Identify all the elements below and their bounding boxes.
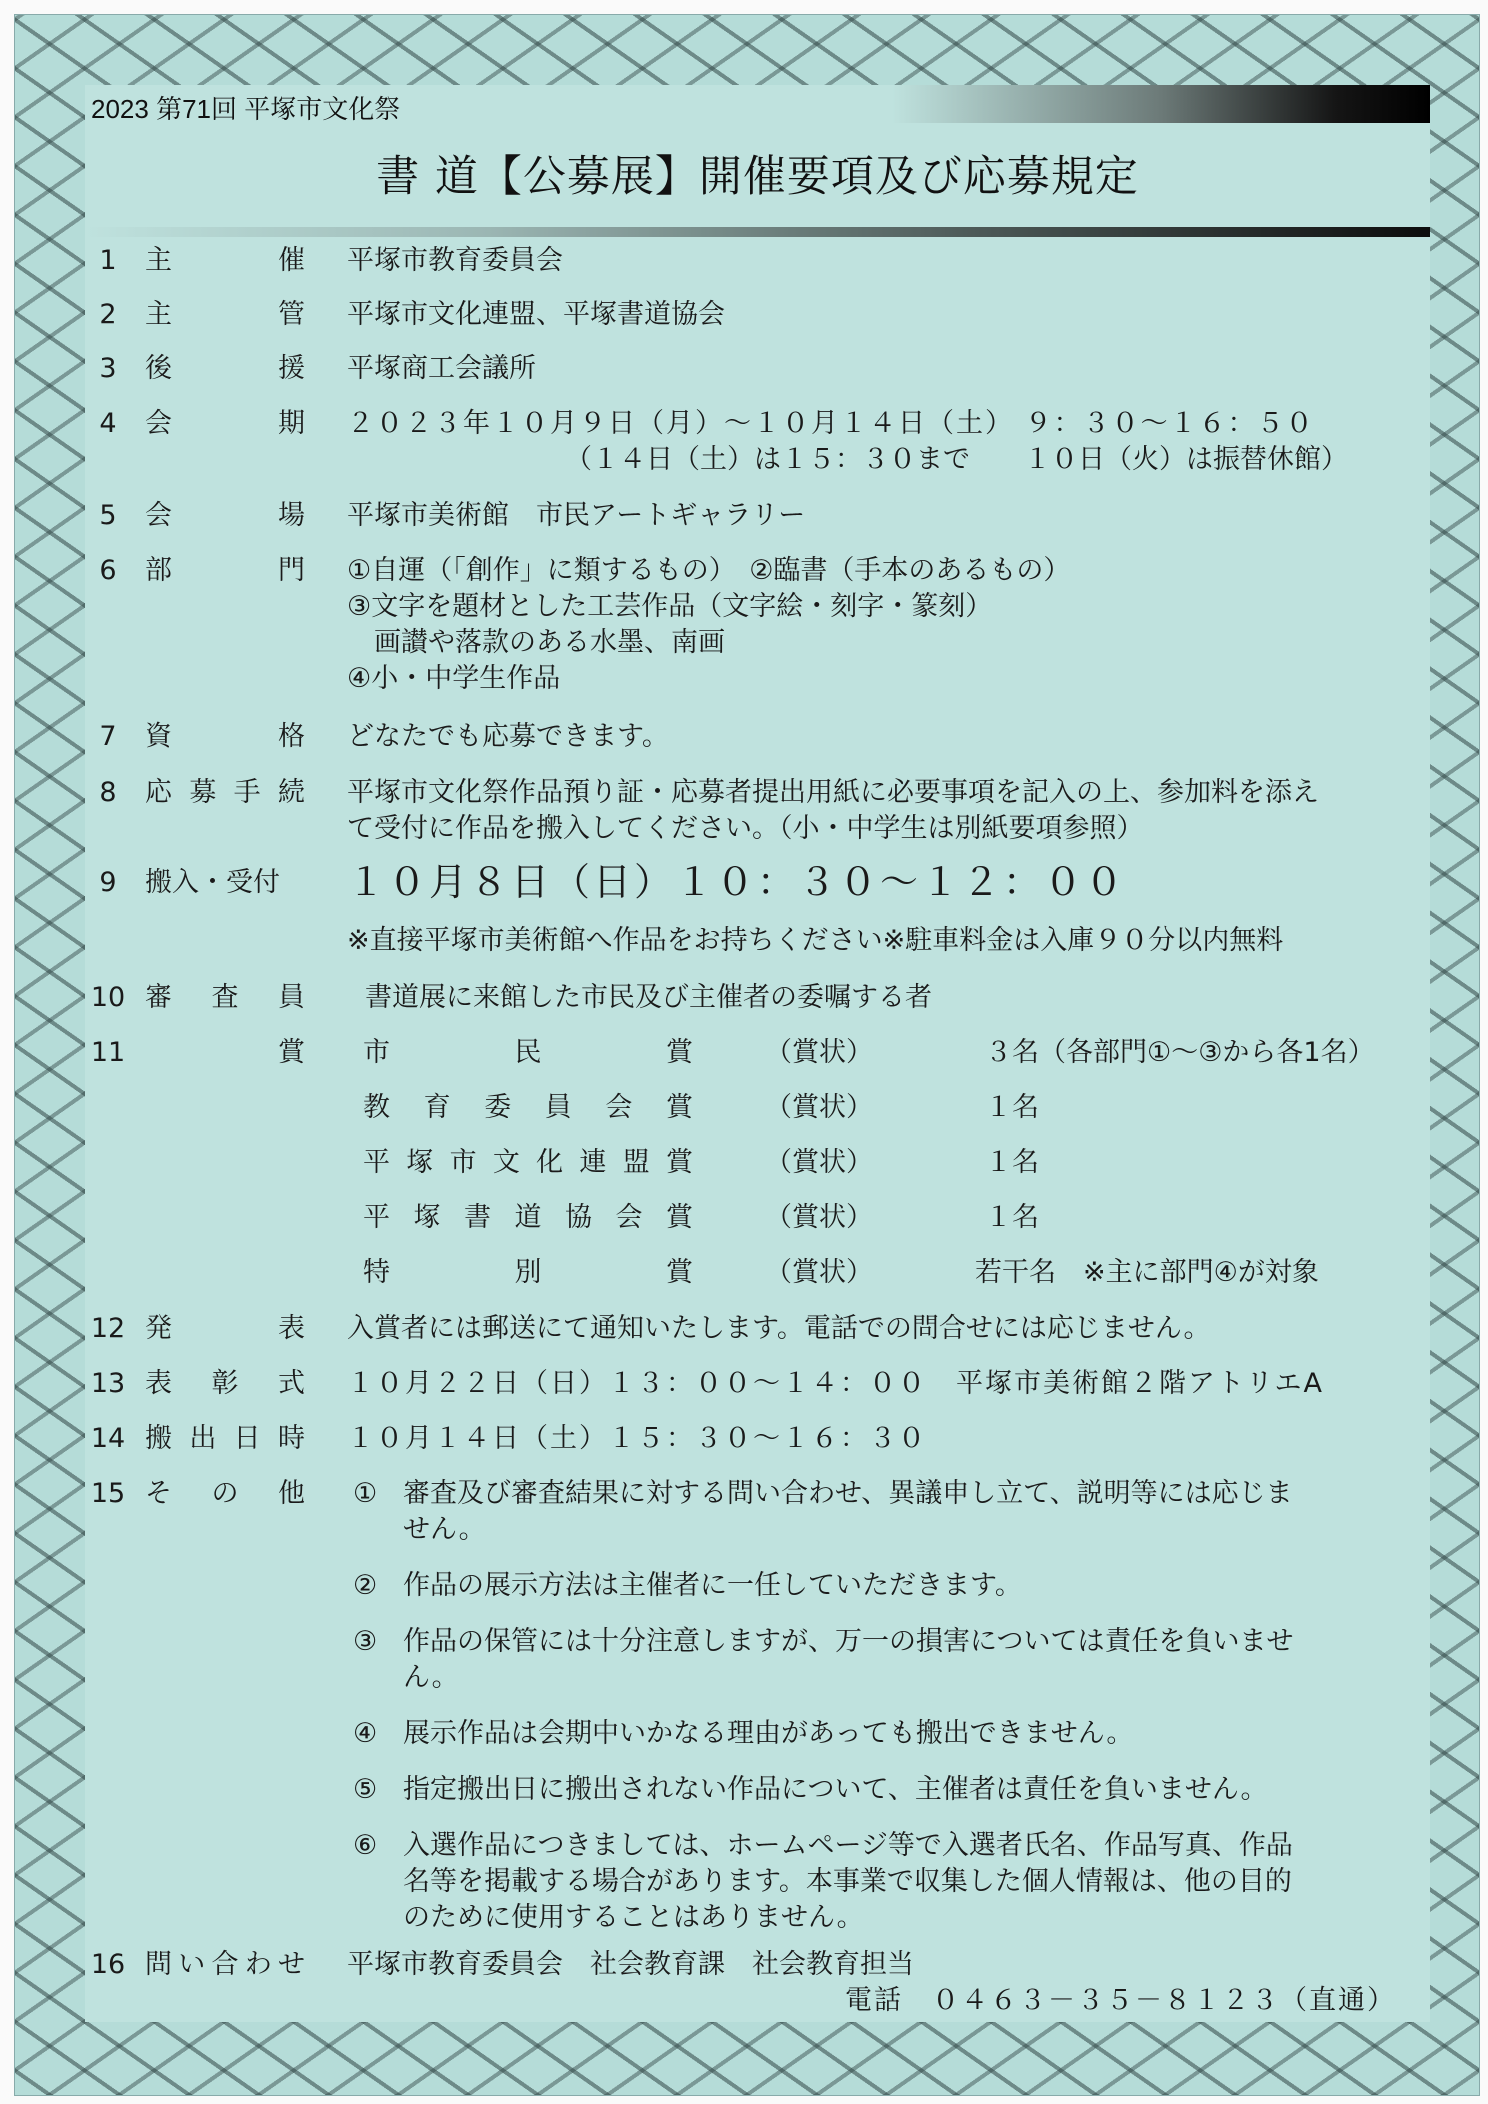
- item-label: 会 期: [145, 408, 305, 439]
- item-label: 主 催: [145, 245, 305, 276]
- item-number: 3: [99, 353, 117, 384]
- item-label: 後 援: [145, 353, 305, 384]
- delivery-note: ※直接平塚市美術館へ作品をお持ちください※駐車料金は入庫９０分以内無料: [347, 925, 1284, 956]
- period-note: （１４日（土）は１５：３０まで １０日（火）は振替休館）: [565, 444, 1348, 475]
- contact-office: 平塚市教育委員会 社会教育課 社会教育担当: [347, 1949, 914, 1980]
- item-label: 問 い 合 わ せ: [145, 1949, 305, 1980]
- title-divider: [85, 227, 1430, 237]
- item-text: １０月２２日（日）１３：００～１４：００ 平塚市美術館２階アトリエA: [347, 1368, 1324, 1399]
- prize-name: 教 育 委 員 会 賞: [363, 1092, 693, 1123]
- prize-name: 平 塚 市 文 化 連 盟 賞: [363, 1147, 693, 1178]
- category-line: ④小・中学生作品: [347, 663, 561, 694]
- prize-count: １名: [985, 1092, 1039, 1123]
- item-label: 搬入・受付: [145, 867, 280, 898]
- item-label: 発 表: [145, 1313, 305, 1344]
- page-title: 書 道【公募展】開催要項及び応募規定: [376, 152, 1139, 202]
- contact-phone: 電話 ０４６３－３５－８１２３（直通）: [845, 1985, 1396, 2016]
- item-number: 13: [90, 1368, 126, 1399]
- category-line: ①自運（「創作」に類するもの） ②臨書（手本のあるもの）: [347, 555, 1071, 586]
- prize-row: [85, 1090, 1430, 1126]
- item-label: 資 格: [145, 721, 305, 752]
- item-number: 16: [90, 1949, 126, 1980]
- item-text: 書道展に来館した市民及び主催者の委嘱する者: [365, 982, 932, 1013]
- prize-name: 特 別 賞: [363, 1257, 693, 1288]
- procedure-line: て受付に作品を搬入してください。（小・中学生は別紙要項参照）: [347, 813, 1144, 844]
- item-number: 7: [99, 721, 117, 752]
- prize-count: ３名（各部門①～③から各1名）: [985, 1037, 1375, 1068]
- item-number: 2: [99, 299, 117, 330]
- document-sheet: [14, 14, 1480, 2096]
- event-heading: 2023 第71回 平塚市文化祭: [91, 94, 401, 124]
- prize-count: １名: [985, 1147, 1039, 1178]
- item-number: 14: [90, 1423, 126, 1454]
- item-number: 15: [90, 1478, 126, 1509]
- prize-type: （賞状）: [765, 1147, 873, 1178]
- item-label: 応 募 手 続: [145, 777, 305, 808]
- prize-name: 市 民 賞: [363, 1037, 693, 1068]
- item-number: 6: [99, 555, 117, 586]
- prize-count: 若干名 ※主に部門④が対象: [975, 1257, 1319, 1288]
- item-others: 15 そ の 他 ① 審査及び審査結果に対する問い合わせ、異議申し立て、説明等には応じま せん。 ② 作品の展示方法は主催者に一任していただきます。 ③ 作品の保管には十分注意しますが、万一の損害については責任を負いませ ん。 ④ 展示作品は会期中いかなる理由があっても搬出できません。 ⑤ 指定搬出日に搬出されない作品について、主催者は責任を負いません。 ⑥ 入選作品につきましては、ホームページ等で入選者氏名、作品写真、作品 名等を掲載する場合があります。本事業で収集した個人情報は、他の目的 のために使用することはありません。: [90, 1478, 1294, 1933]
- item-number: 11: [90, 1037, 126, 1068]
- item-number: 1: [99, 245, 117, 276]
- item-text: 平塚市美術館 市民アートギャラリー: [347, 500, 806, 531]
- content-panel: [85, 85, 1430, 2022]
- item-label: 表 彰 式: [145, 1368, 305, 1399]
- prize-row: [85, 1035, 1430, 1071]
- item-text: 平塚商工会議所: [347, 353, 536, 384]
- item-text: 平塚市文化連盟、平塚書道協会: [347, 299, 725, 330]
- prize-count: １名: [985, 1202, 1039, 1233]
- item-number: 12: [90, 1313, 126, 1344]
- prize-type: （賞状）: [765, 1202, 873, 1233]
- prize-row: [85, 1145, 1430, 1181]
- item-label: 主 管: [145, 299, 305, 330]
- item-label: 部 門: [145, 555, 305, 586]
- item-text: 平塚市教育委員会: [347, 245, 563, 276]
- procedure-line: 平塚市文化祭作品預り証・応募者提出用紙に必要事項を記入の上、参加料を添え: [347, 777, 1319, 808]
- category-line: ③文字を題材とした工芸作品（文字絵・刻字・篆刻）: [347, 591, 993, 622]
- item-text: １０月１４日（土）１５：３０～１６：３０: [347, 1423, 927, 1454]
- delivery-time: １０月８日（日）１０：３０～１２：００: [347, 860, 1127, 904]
- item-label: 搬 出 日 時: [145, 1423, 305, 1454]
- item-label: 賞: [278, 1037, 305, 1068]
- prize-type: （賞状）: [765, 1092, 873, 1123]
- item-number: 10: [90, 982, 126, 1013]
- item-number: 9: [99, 867, 117, 898]
- category-line: 画讃や落款のある水墨、南画: [347, 627, 725, 658]
- item-number: 4: [99, 408, 117, 439]
- item-prizes: [85, 1035, 1430, 1295]
- item-text: 入賞者には郵送にて通知いたします。電話での問合せには応じません。: [347, 1313, 1211, 1344]
- item-label: 審 査 員: [145, 982, 305, 1013]
- item-number: 8: [99, 777, 117, 808]
- period-line: ２０２３年１０月９日（月）～１０月１４日（土） ９：３０～１６：５０: [347, 408, 1315, 439]
- prize-type: （賞状）: [765, 1257, 873, 1288]
- item-text: どなたでも応募できます。: [347, 721, 669, 752]
- item-label: そ の 他: [145, 1478, 305, 1509]
- item-number: 5: [99, 500, 117, 531]
- prize-row: [85, 1200, 1430, 1236]
- item-label: 会 場: [145, 500, 305, 531]
- prize-name: 平 塚 書 道 協 会 賞: [363, 1202, 693, 1233]
- prize-row: [85, 1255, 1430, 1291]
- prize-type: （賞状）: [765, 1037, 873, 1068]
